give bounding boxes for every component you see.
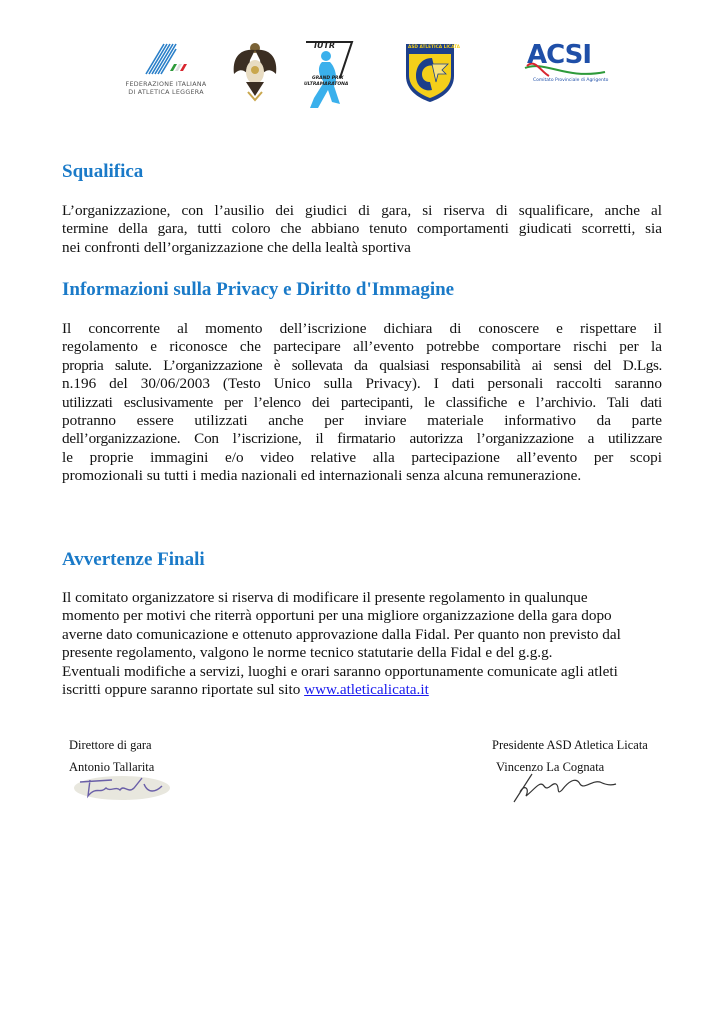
asd-logo-text: ASD ATLETICA LICATA xyxy=(408,45,460,50)
asd-atletica-licata-logo xyxy=(402,40,458,104)
iutr-title: IUTR xyxy=(314,41,336,50)
fidal-text-line2: DI ATLETICA LEGGERA xyxy=(128,89,204,96)
text-line: L’organizzazione, con l’ausilio dei giudici di gara, si riserva di squalificare, anche al xyxy=(62,202,662,219)
iutr-text-line1: GRAND PRIX xyxy=(312,76,344,81)
text-line: n.196 del 30/06/2003 (Testo Unico sulla Privacy). I dati personali raccolti saranno xyxy=(62,375,662,393)
text-line-with-link xyxy=(62,681,682,699)
fidal-logo xyxy=(112,40,220,100)
signature-right-role: Presidente ASD Atletica Licata xyxy=(492,738,648,752)
section-title-squalifica: Squalifica xyxy=(62,161,144,182)
text-line: potranno essere utilizzati anche per inviare materiale informativo da parte xyxy=(62,412,662,430)
paragraph-privacy xyxy=(62,320,662,486)
text-line: dell’organizzazione. Con l’iscrizione, il firmatario autorizza l’organizzazione a utilizzare xyxy=(62,430,662,448)
website-link[interactable]: www.atleticalicata.it xyxy=(304,681,429,699)
link-prefix-text: iscritti oppure saranno riportate sul sito xyxy=(62,681,305,699)
eagle-crest-logo xyxy=(230,40,280,102)
fidal-emblem-icon xyxy=(112,40,220,76)
eagle-icon xyxy=(230,40,280,102)
acsi-logo xyxy=(515,42,615,98)
iutr-text-line2: ULTRAMARATONA xyxy=(304,82,349,87)
signature-right-name: Vincenzo La Cognata xyxy=(496,760,605,774)
text-line: Eventuali modifiche a servizi, luoghi e orari saranno opportunamente comunicate agli atleti xyxy=(62,662,618,680)
paragraph-avvertenze xyxy=(62,589,682,699)
acsi-title: ACSI xyxy=(527,40,592,70)
signature-right-scribble-icon xyxy=(510,766,620,806)
section-title-avvertenze: Avvertenze Finali xyxy=(62,549,205,570)
text-line: utilizzati esclusivamente per l’elenco dei partecipanti, le classifiche e l’archivio. Tali dati xyxy=(62,393,662,411)
text-line: Il comitato organizzatore si riserva di modificare il presente regolamento in qualunque xyxy=(62,589,588,606)
text-line: nei confronti dell’organizzazione che della lealtà sportiva xyxy=(62,238,411,256)
text-line: presente regolamento, valgono le norme tecnico statutarie della Fidal e del g.g.g. xyxy=(62,644,553,662)
signature-left-role: Direttore di gara xyxy=(69,738,152,752)
text-line: propria salute. L’organizzazione è sollevata da qualsiasi responsabilità ai sensi del D.Lgs. xyxy=(62,356,662,374)
signature-left-name: Antonio Tallarita xyxy=(69,760,155,774)
iutr-grand-prix-logo xyxy=(300,38,358,110)
text-line: regolamento e riconosce che partecipare all’evento potrebbe comportare rischi per la xyxy=(62,338,662,356)
text-line: promozionali su tutti i media nazionali ed internazionali senza alcuna remunerazione. xyxy=(62,467,582,485)
acsi-subtitle: Comitato Provinciale di Agrigento xyxy=(533,78,609,83)
text-line: averne dato comunicazione e ottenuto approvazione dalla Fidal. Per quanto non previsto dal xyxy=(62,625,621,643)
fidal-text-line1: FEDERAZIONE ITALIANA xyxy=(125,81,207,88)
text-line: momento per motivi che riterrà opportuni per una migliore organizzazione della gara dopo xyxy=(62,607,612,625)
logo-header xyxy=(0,0,725,120)
section-title-privacy: Informazioni sulla Privacy e Diritto d'Immagine xyxy=(62,279,455,300)
text-line: le proprie immagini e/o video relative alla partecipazione all’evento per scopi xyxy=(62,448,662,466)
paragraph-squalifica xyxy=(62,202,662,257)
text-line: termine della gara, tutti coloro che abbiano tenuto comportamenti giudicati scorretti, sia xyxy=(62,220,662,238)
text-line: Il concorrente al momento dell’iscrizione dichiara di conoscere e rispettare il xyxy=(62,320,662,337)
signature-left-scribble-icon xyxy=(72,772,172,802)
